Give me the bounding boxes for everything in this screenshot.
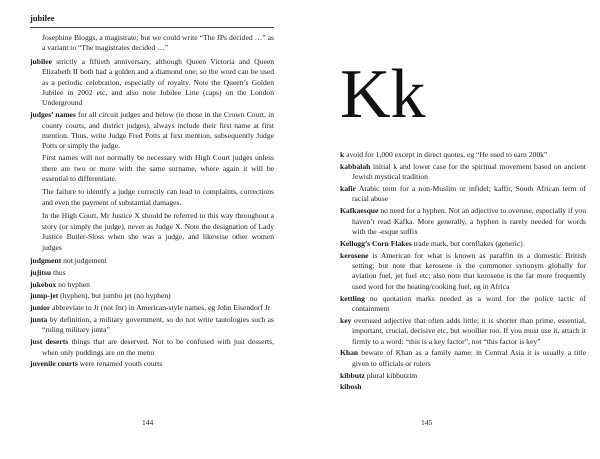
entry-kettling	[340, 294, 586, 315]
headword: jump-jet	[30, 291, 59, 301]
headword: junta	[30, 314, 48, 324]
entry-kelloggs	[340, 239, 586, 249]
entry-just-deserts	[30, 337, 274, 358]
definition: no hyphen	[56, 279, 90, 289]
definition: thus	[51, 267, 66, 277]
right-page	[300, 0, 600, 459]
entry-jubilee	[30, 57, 274, 109]
definition: not judgement	[61, 255, 107, 265]
headword: kettling	[340, 293, 365, 303]
definition: abbreviate to Jr (not Jnr) in American-style names, eg John Eisendorf Jr	[50, 303, 271, 313]
definition: no need for a hyphen. Not an adjective to overuse, especially if you haven’t read Kafka. More generally, a hyphen is rarely needed for words with the -esque suffix	[352, 206, 586, 237]
headword: jubilee	[30, 56, 52, 66]
definition: strictly a fiftieth anniversary, although Queen Victoria and Queen Elizabeth II both had a golden and a diamond one; so the word can be used as a periodic celebration, especially of royalty. Note the Queen’s Golden Jubilee in 2002 etc, and also note Jubilee Line (caps) on the London Underground	[42, 56, 274, 108]
headword: Kafkaesque	[340, 206, 379, 216]
definition: by definition, a military government, so do not write tautologies such as “ruling military junta”	[42, 314, 274, 335]
entry-key	[340, 316, 586, 347]
entry-jukebox	[30, 280, 274, 290]
left-column	[30, 33, 274, 371]
headword: kerosene	[340, 250, 369, 260]
entry-judges-names	[30, 110, 274, 152]
headword: just deserts	[30, 337, 69, 347]
entry-khan	[340, 348, 586, 369]
right-column	[340, 150, 586, 394]
definition: were renamed youth courts	[77, 359, 163, 369]
headword: jujitsu	[30, 267, 52, 277]
entry-juvenile-courts	[30, 359, 274, 369]
definition: is American for what is known as paraffin in a domestic British setting; but note that kerosene is the commoner synonym globally for aviation fuel, jet fuel etc; also note that kerosene is the far more frequently used word for the heating/cooking fuel, eg in Africa	[352, 250, 586, 291]
definition: initial k and lower case for the spiritual movement based on ancient Jewish mystical tradition	[352, 161, 586, 182]
definition: avoid for 1,000 except in direct quotes, eg “He used to earn 200k”	[344, 150, 548, 159]
entry-kibosh	[340, 382, 586, 392]
running-head: jubilee	[30, 13, 55, 23]
headword: judgment	[30, 255, 62, 265]
sub-paragraph: The failure to identify a judge correctly can lead to complaints, corrections and even the payment of substantial damages.	[42, 187, 274, 207]
definition: beware of Khan as a family name: in Central Asia it is usually a title given to officials or rulers	[352, 348, 586, 368]
entry-jump-jet	[30, 291, 274, 301]
definition: things that are deserved. Not to be confused with just desserts, when only puddings are on the menu	[42, 337, 274, 357]
header-rule	[30, 27, 274, 28]
entry-kerosene	[340, 251, 586, 293]
headword: k	[340, 150, 345, 159]
definition: Arabic term for a non-Muslim or infidel; kaffir, South African term of racial abuse	[352, 184, 586, 204]
entry-jujitsu	[30, 268, 274, 278]
definition: trade mark, but cornflakes (generic)	[411, 238, 523, 248]
headword: kibosh	[340, 382, 362, 392]
entry-k	[340, 150, 586, 160]
entry-kabbalah	[340, 162, 586, 183]
headword: kafir	[340, 184, 357, 193]
headword: Kellogg’s Corn Flakes	[340, 238, 412, 248]
headword: Khan	[340, 348, 359, 358]
definition: no quotation marks needed as a word for the police tactic of containment	[352, 293, 586, 314]
entry-junior	[30, 303, 274, 313]
headword: jukebox	[30, 279, 57, 289]
entry-kafir	[340, 184, 586, 205]
section-letter: Kk	[340, 56, 426, 133]
entry-kibbutz	[340, 371, 586, 381]
definition: for all circuit judges and below (ie those in the Crown Court, in county courts, and district judges), always include their first name at first mention. Thus, write Judge Fred Potts at first mention, subsequently Judge Potts or simply the judge.	[42, 110, 274, 151]
page-number: 144	[142, 418, 154, 427]
continued-paragraph: Josephine Bloggs, a magistrate; but we could write “The JPs decided …” as a variant to “The magistrates decided …”	[42, 33, 274, 53]
headword: kibbutz	[340, 370, 365, 380]
definition: overused adjective that often adds little; it is shorter than prime, essential, important, crucial, decisive etc, but woollier too. If you must use it, attach it firmly to a word: “this is a key factor”, not “this factor is key”	[351, 315, 586, 346]
headword: key	[340, 315, 352, 325]
definition: (hyphen), but jumbo jet (no hyphen)	[58, 291, 171, 301]
entry-junta	[30, 315, 274, 336]
headword: kabbalah	[340, 161, 371, 171]
headword: junior	[30, 303, 51, 313]
entry-kafkaesque	[340, 206, 586, 237]
headword: juvenile courts	[30, 359, 78, 369]
sub-paragraph: In the High Court, Mr Justice X should be referred to this way throughout a story (or simply the judge), never as Judge X. Note the designation of Lady Justice Butler-Sloss when she was a judge, and likewise other women judges	[42, 211, 274, 252]
sub-paragraph: First names will not normally be necessary with High Court judges unless there are two or more with the same surname, where again it will be essential to differentiate.	[42, 153, 274, 184]
page-number: 145	[421, 418, 433, 427]
headword: judges’ names	[30, 110, 76, 120]
definition: plural kibbutzim	[364, 370, 418, 380]
entry-judgment	[30, 256, 274, 266]
